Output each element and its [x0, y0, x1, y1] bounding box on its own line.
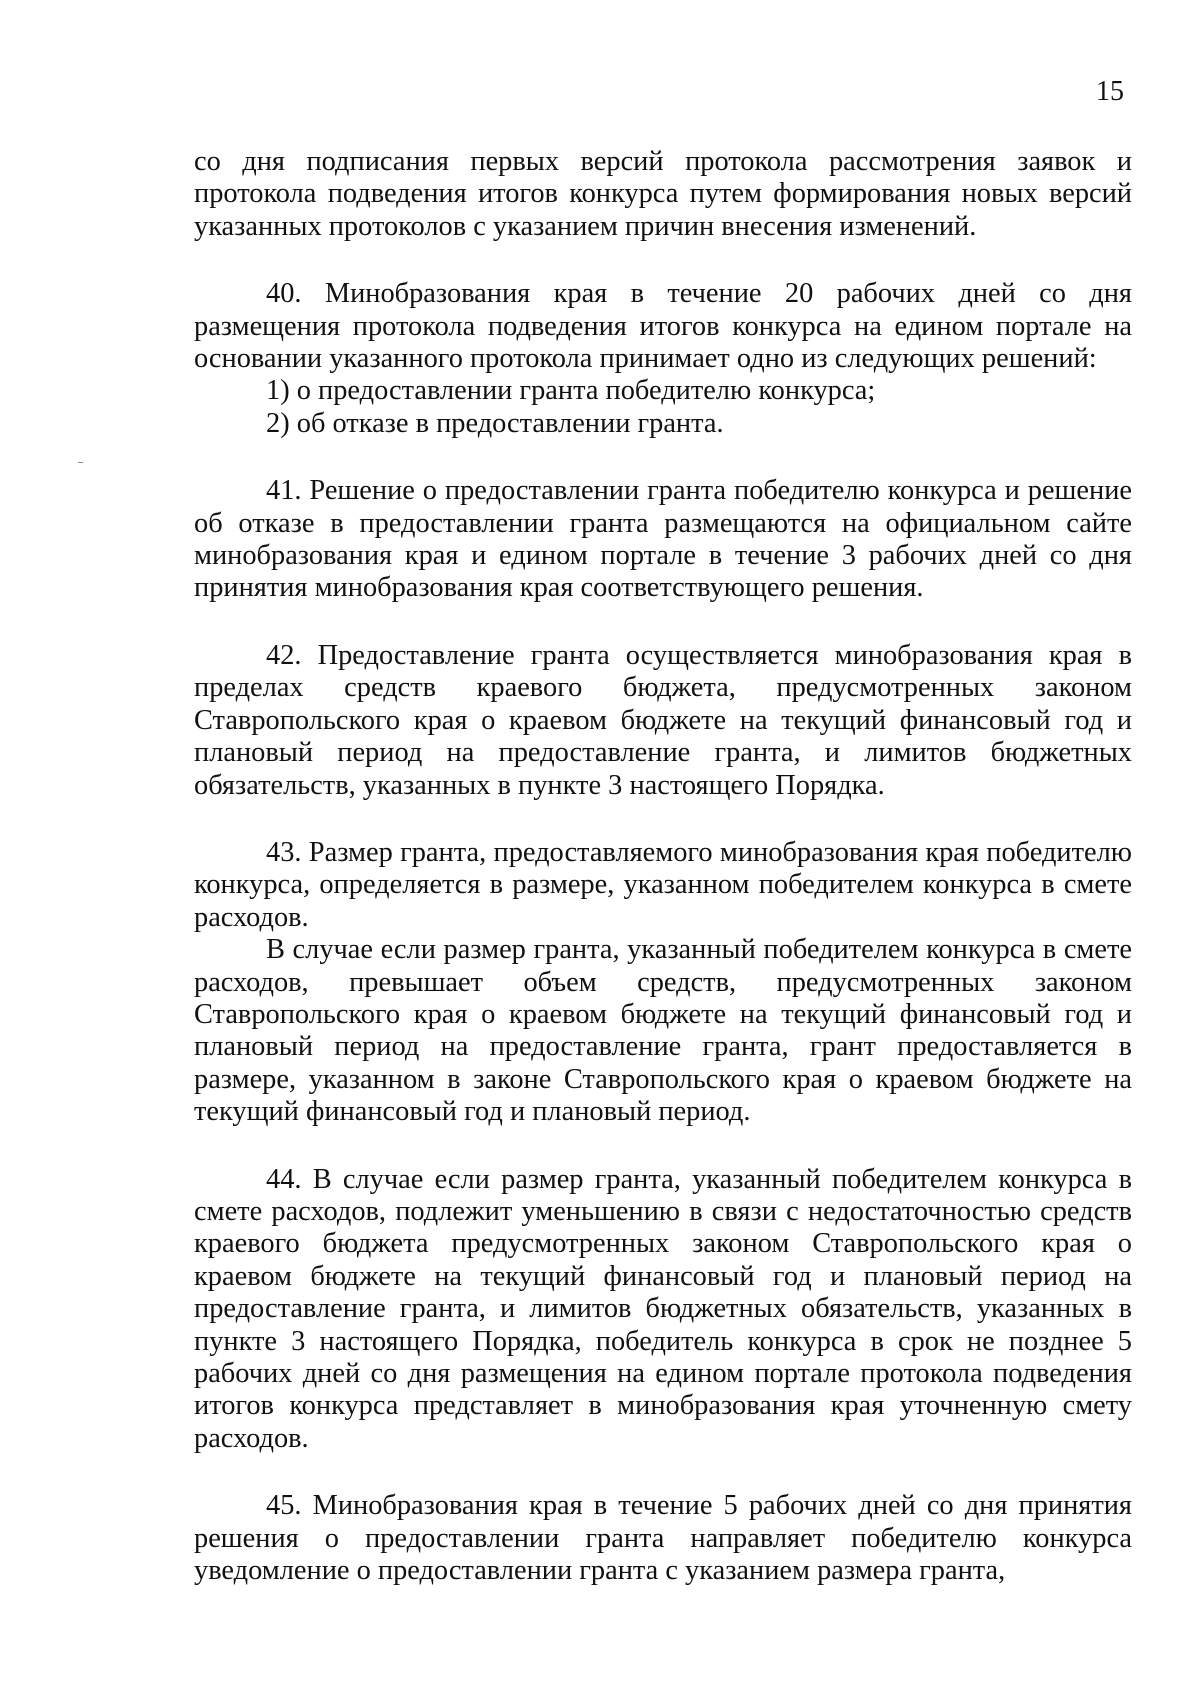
paragraph-40: 40. Минобразования края в течение 20 рабочих дней со дня размещения протокола подведения итогов конкурса на едином портале на основании указанного протокола принимает одно из следующих решений:	[194, 278, 1132, 375]
page-number: 15	[1096, 76, 1124, 107]
list-item-2: 2) об отказе в предоставлении гранта.	[266, 407, 724, 439]
scan-mark	[78, 462, 83, 463]
document-body	[194, 146, 1132, 1587]
paragraph-42: 42. Предоставление гранта осуществляется минобразования края в пределах средств краевого бюджета, предусмотренных законом Ставропольского края о краевом бюджете на текущий финансовый год и плановый период на предоставление гранта, и лимитов бюджетных обязательств, указанных в пункте 3 настоящего Порядка.	[194, 639, 1132, 801]
paragraph-41: 41. Решение о предоставлении гранта победителю конкурса и решение об отказе в предоставлении гранта размещаются на официальном сайте минобразования края и едином портале в течение 3 рабочих дней со дня принятия минобразования края соответствующего решения.	[194, 475, 1132, 604]
paragraph-continuation: со дня подписания первых версий протокола рассмотрения заявок и протокола подведения итогов конкурса путем формирования новых версий указанных протоколов с указанием причин внесения изменений.	[194, 146, 1132, 242]
paragraph-45: 45. Минобразования края в течение 5 рабочих дней со дня принятия решения о предоставлении гранта направляет победителю конкурса уведомление о предоставлении гранта с указанием размера гранта,	[194, 1490, 1132, 1587]
paragraph-44: 44. В случае если размер гранта, указанный победителем конкурса в смете расходов, подлежит уменьшению в связи с недостаточностью средств краевого бюджета предусмотренных законом Ставропольского края о краевом бюджете на текущий финансовый год и плановый период на предоставление гранта, и лимитов бюджетных обязательств, указанных в пункте 3 настоящего Порядка, победитель конкурса в срок не позднее 5 рабочих дней со дня размещения на едином портале протокола подведения итогов конкурса представляет в минобразования края уточненную смету расходов.	[194, 1163, 1132, 1454]
list-item-1: 1) о предоставлении гранта победителю конкурса;	[266, 375, 876, 407]
paragraph-43: 43. Размер гранта, предоставляемого минобразования края победителю конкурса, определяется в размере, указанном победителем конкурса в смете расходов.	[194, 836, 1132, 933]
paragraph-43-continued: В случае если размер гранта, указанный победителем конкурса в смете расходов, превышает объем средств, предусмотренных законом Ставропольского края о краевом бюджете на текущий финансовый год и плановый период на предоставление гранта, грант предоставляется в размере, указанном в законе Ставропольского края о краевом бюджете на текущий финансовый год и плановый период.	[194, 934, 1132, 1128]
